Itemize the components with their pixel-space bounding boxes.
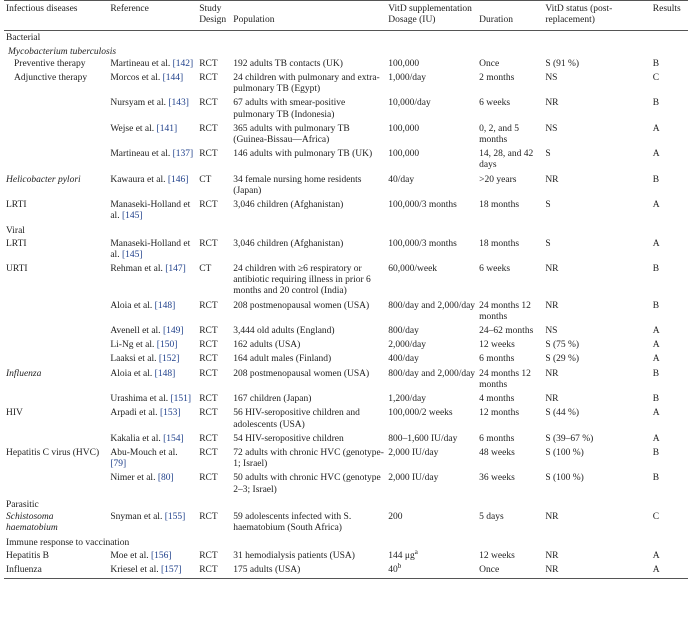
dosage-value: 1,000/day: [388, 73, 426, 84]
dosage-value: 2,000 IU/day: [388, 447, 439, 458]
duration-cell: 5 days: [479, 511, 504, 522]
status-cell: S (29 %): [545, 354, 580, 365]
header-disease: Infectious diseases: [4, 1, 108, 16]
population-cell: 31 hemodialysis patients (USA): [233, 550, 355, 561]
status-cell: NS: [545, 326, 558, 337]
dosage-cell: [386, 511, 477, 536]
disease-cell: [4, 339, 108, 353]
section-label: Viral: [6, 226, 25, 237]
design-cell: RCT: [199, 433, 218, 444]
dosage-cell: [386, 300, 477, 325]
citation-link[interactable]: [157]: [161, 564, 182, 575]
reference-cell: [108, 238, 197, 263]
table-row: [4, 72, 688, 97]
disease-cell: LRTI: [6, 238, 27, 249]
citation-link[interactable]: [150]: [156, 340, 178, 351]
dosage-cell: [386, 325, 477, 339]
section-label: Immune response to vaccination: [6, 538, 130, 549]
dosage-cell: [386, 368, 477, 393]
header-vitd-status: VitD status (post-replacement): [543, 1, 650, 31]
duration-cell: 48 weeks: [479, 447, 515, 458]
duration-cell: 18 months: [479, 238, 520, 249]
status-cell: S: [545, 238, 551, 249]
population-cell: 208 postmenopausal women (USA): [233, 300, 370, 311]
population-cell: 34 female nursing home residents (Japan): [233, 174, 362, 196]
citation-link[interactable]: [80]: [157, 473, 174, 484]
duration-cell: 18 months: [479, 200, 520, 211]
status-cell: NS: [545, 73, 558, 84]
design-cell: RCT: [199, 58, 218, 69]
dosage-cell: [386, 148, 477, 173]
design-cell: RCT: [199, 354, 218, 365]
citation-link[interactable]: [142]: [172, 58, 194, 69]
dosage-value: 100,000: [388, 123, 420, 134]
population-cell: 56 HIV-seropositive children and adolescents (USA): [233, 408, 360, 430]
reference-cell: [108, 325, 197, 339]
duration-cell: 12 months: [479, 408, 520, 419]
reference-cell: [108, 148, 197, 173]
citation-link[interactable]: [147]: [165, 264, 186, 275]
dosage-cell: [386, 263, 477, 300]
population-cell: 3,444 old adults (England): [233, 326, 335, 337]
disease-cell: [4, 325, 108, 339]
disease-cell: [4, 353, 108, 367]
design-cell: RCT: [199, 368, 218, 379]
disease-cell: [4, 148, 108, 173]
reference-author: Rehman et al.: [110, 264, 166, 275]
duration-cell: 12 weeks: [479, 550, 515, 561]
reference-cell: [108, 550, 197, 564]
status-cell: S (100 %): [545, 473, 584, 484]
result-cell: A: [652, 200, 660, 211]
citation-link[interactable]: [151]: [170, 394, 192, 405]
reference-author: Kawaura et al.: [110, 174, 168, 185]
reference-author: Li-Ng et al.: [110, 340, 157, 351]
duration-cell: 24 months 12 months: [479, 300, 531, 322]
duration-cell: 6 months: [479, 433, 515, 444]
dosage-cell: [386, 238, 477, 263]
population-cell: 67 adults with smear-positive pulmonary TB (Indonesia): [233, 98, 346, 120]
dosage-cell: [386, 174, 477, 199]
result-cell: B: [652, 368, 660, 379]
section-label: Parasitic: [6, 499, 39, 510]
table-row: [4, 447, 688, 472]
dosage-value: 40/day: [388, 174, 415, 185]
design-cell: RCT: [199, 340, 218, 351]
table-row: [4, 97, 688, 122]
disease-cell: Influenza: [6, 368, 42, 379]
reference-cell: [108, 339, 197, 353]
population-cell: 192 adults TB contacts (UK): [233, 58, 343, 69]
design-cell: RCT: [199, 123, 218, 134]
reference-author: Aloia et al.: [110, 368, 155, 379]
status-cell: NR: [545, 368, 559, 379]
design-cell: RCT: [199, 394, 218, 405]
header-row-1: [4, 1, 688, 16]
header-duration: Duration: [477, 15, 543, 31]
reference-author: Moe et al.: [110, 550, 151, 561]
design-cell: RCT: [199, 473, 218, 484]
dosage-value: 2,000/day: [388, 340, 426, 351]
reference-cell: [108, 393, 197, 407]
duration-cell: 2 months: [479, 73, 515, 84]
design-cell: RCT: [199, 98, 218, 109]
table-row: [4, 123, 688, 148]
dosage-value: 40: [388, 564, 398, 575]
citation-link[interactable]: [137]: [172, 149, 194, 160]
reference-cell: [108, 263, 197, 300]
result-cell: A: [652, 433, 660, 444]
result-cell: A: [652, 238, 660, 249]
vitd-trials-table: [4, 0, 688, 579]
disease-cell: URTI: [6, 264, 28, 275]
result-cell: B: [652, 394, 660, 405]
status-cell: NS: [545, 123, 558, 134]
reference-cell: [108, 472, 197, 497]
table-row: [4, 339, 688, 353]
duration-cell: Once: [477, 564, 543, 579]
duration-cell: 0, 2, and 5 months: [479, 123, 520, 146]
design-cell: RCT: [199, 149, 218, 160]
disease-cell: Helicobacter pylori: [6, 174, 81, 185]
dosage-value: 800/day and 2,000/day: [388, 300, 476, 311]
table-row: [4, 174, 688, 199]
status-cell: NR: [545, 511, 559, 522]
reference-author: Nimer et al.: [110, 473, 158, 484]
dosage-cell: [386, 472, 477, 497]
status-cell: NR: [545, 300, 559, 311]
duration-cell: 12 weeks: [479, 340, 515, 351]
citation-link[interactable]: [148]: [154, 300, 176, 311]
disease-cell: Hepatitis C virus (HVC): [6, 447, 100, 458]
design-cell: RCT: [199, 511, 218, 522]
reference-author: Martineau et al.: [110, 58, 173, 69]
dosage-cell: [386, 353, 477, 367]
dosage-cell: [386, 97, 477, 122]
citation-link[interactable]: [79]: [110, 459, 127, 470]
reference-cell: [108, 300, 197, 325]
population-cell: 24 children with ≥6 respiratory or antibiotic requiring illness in prior 6 months and 20 control (India): [233, 264, 371, 297]
disease-cell: HIV: [6, 408, 23, 419]
population-cell: 146 adults with pulmonary TB (UK): [233, 149, 373, 160]
design-cell: RCT: [199, 200, 218, 211]
section-row: [4, 31, 688, 45]
header-reference: Reference: [108, 1, 197, 16]
result-cell: A: [652, 340, 660, 351]
status-cell: S (100 %): [545, 447, 584, 458]
citation-link[interactable]: [156]: [150, 550, 172, 561]
reference-cell: [108, 174, 197, 199]
table-row: [4, 199, 688, 224]
reference-cell: [108, 353, 197, 367]
citation-link[interactable]: [145]: [121, 249, 143, 260]
result-cell: B: [652, 447, 660, 458]
result-cell: B: [652, 300, 660, 311]
subsection-row: [4, 45, 688, 58]
dosage-value: 60,000/week: [388, 264, 438, 275]
result-cell: A: [652, 550, 660, 561]
result-cell: A: [652, 149, 660, 160]
reference-cell: [108, 447, 197, 472]
population-cell: 54 HIV-seropositive children: [233, 433, 344, 444]
status-cell: NR: [543, 564, 650, 579]
dosage-cell: [386, 561, 477, 579]
citation-link[interactable]: [144]: [162, 73, 184, 84]
disease-cell: [4, 393, 108, 407]
reference-cell: [108, 58, 197, 72]
header-population: Population: [231, 15, 386, 31]
reference-author: Manaseki-Holland et al.: [110, 200, 191, 222]
dosage-value: 100,000: [388, 58, 420, 69]
dosage-value: 144 μg: [388, 550, 415, 561]
population-cell: 50 adults with chronic HVC (genotype 2–3; Israel): [233, 473, 381, 495]
dosage-cell: [386, 393, 477, 407]
status-cell: NR: [545, 174, 559, 185]
reference-author: Avenell et al.: [110, 326, 163, 337]
reference-author: Morcos et al.: [110, 73, 163, 84]
population-cell: 3,046 children (Afghanistan): [233, 238, 344, 249]
design-cell: RCT: [199, 238, 218, 249]
section-label: Bacterial: [6, 33, 41, 44]
section-row: [4, 224, 688, 237]
result-cell: B: [652, 473, 660, 484]
duration-cell: 24 months 12 months: [479, 368, 531, 390]
reference-author: Nursyam et al.: [110, 98, 169, 109]
table-row: [4, 368, 688, 393]
citation-link[interactable]: [146]: [167, 174, 189, 185]
result-cell: A: [652, 326, 660, 337]
reference-author: Kriesel et al.: [110, 564, 161, 575]
duration-cell: 14, 28, and 42 days: [479, 149, 534, 171]
dosage-value: 1,200/day: [388, 394, 426, 405]
population-cell: 24 children with pulmonary and extra-pulmonary TB (Egypt): [233, 73, 380, 95]
dosage-value: 800/day: [388, 326, 419, 337]
design-cell: RCT: [199, 73, 218, 84]
design-cell: CT: [199, 174, 212, 185]
table-row: [4, 550, 688, 564]
design-cell: CT: [199, 264, 212, 275]
reference-author: Arpadi et al.: [110, 408, 160, 419]
duration-cell: 6 months: [479, 354, 515, 365]
dosage-cell: [386, 433, 477, 447]
dosage-value: 100,000: [388, 149, 420, 160]
disease-cell: [4, 97, 108, 122]
design-cell: RCT: [199, 300, 218, 311]
duration-cell: 36 weeks: [479, 473, 515, 484]
duration-cell: >20 years: [479, 174, 517, 185]
dosage-value: 800–1,600 IU/day: [388, 433, 458, 444]
status-cell: S: [545, 200, 551, 211]
reference-author: Aloia et al.: [110, 300, 155, 311]
citation-link[interactable]: [149]: [162, 326, 184, 337]
population-cell: 3,046 children (Afghanistan): [233, 200, 344, 211]
disease-cell: Adjunctive therapy: [14, 73, 88, 84]
result-cell: B: [652, 98, 660, 109]
dosage-cell: [386, 339, 477, 353]
table-row: [4, 393, 688, 407]
dosage-cell: [386, 123, 477, 148]
citation-link[interactable]: [145]: [121, 211, 143, 222]
population-cell: 164 adult males (Finland): [233, 354, 332, 365]
duration-cell: 24–62 months: [479, 326, 534, 337]
reference-author: Kakalia et al.: [110, 433, 164, 444]
disease-cell: Hepatitis B: [6, 550, 50, 561]
population-cell: 167 children (Japan): [233, 394, 312, 405]
dosage-cell: [386, 447, 477, 472]
reference-cell: [108, 97, 197, 122]
dosage-cell: [386, 407, 477, 432]
result-cell: C: [652, 73, 660, 84]
reference-cell: [108, 199, 197, 224]
disease-cell: Preventive therapy: [14, 58, 86, 69]
result-cell: B: [652, 174, 660, 185]
dosage-value: 100,000/3 months: [388, 200, 457, 211]
population-cell: 365 adults with pulmonary TB (Guinea-Bissau—Africa): [233, 123, 350, 146]
header-results: Results: [651, 1, 688, 16]
dosage-cell: [386, 58, 477, 72]
table-row: [4, 564, 688, 579]
reference-author: Wejse et al.: [110, 123, 157, 134]
reference-author: Abu-Mouch et al.: [110, 447, 178, 458]
result-cell: A: [651, 564, 688, 579]
dosage-cell: [386, 72, 477, 97]
dosage-footnote-mark: b: [397, 561, 402, 570]
design-cell: RCT: [199, 550, 218, 561]
dosage-value: 200: [388, 511, 403, 522]
status-cell: S (75 %): [545, 340, 580, 351]
reference-cell: [108, 564, 197, 579]
citation-link[interactable]: [152]: [158, 354, 180, 365]
header-vitd-supplementation: VitD supplementation: [386, 1, 543, 16]
citation-link[interactable]: [154]: [163, 433, 184, 444]
result-cell: A: [652, 354, 660, 365]
table-row: [4, 325, 688, 339]
reference-cell: [108, 407, 197, 432]
reference-author: Manaseki-Holland et al.: [110, 238, 191, 260]
duration-cell: 6 weeks: [479, 98, 511, 109]
subsection-label: Mycobacterium tuberculosis: [8, 46, 117, 57]
status-cell: NR: [545, 394, 559, 405]
reference-cell: [108, 72, 197, 97]
disease-cell: [4, 433, 108, 447]
disease-cell: [4, 300, 108, 325]
population-cell: 59 adolescents infected with S. haematobium (South Africa): [233, 511, 352, 534]
reference-author: Urashima et al.: [110, 394, 171, 405]
table-row: [4, 407, 688, 432]
result-cell: A: [652, 123, 660, 134]
status-cell: NR: [545, 264, 559, 275]
reference-cell: [108, 123, 197, 148]
design-cell: RCT: [199, 408, 218, 419]
dosage-footnote-mark: a: [414, 547, 418, 556]
status-cell: S (44 %): [545, 408, 580, 419]
disease-cell: [4, 123, 108, 148]
dosage-value: 100,000/3 months: [388, 238, 457, 249]
table-row: [4, 433, 688, 447]
table-row: [4, 472, 688, 497]
result-cell: B: [652, 264, 660, 275]
status-cell: NR: [545, 550, 559, 561]
population-cell: 162 adults (USA): [233, 340, 301, 351]
table-row: [4, 511, 688, 536]
status-cell: NR: [545, 98, 559, 109]
header-study: Study: [197, 1, 386, 16]
reference-author: Snyman et al.: [110, 511, 165, 522]
header-dosage: Dosage (IU): [386, 15, 477, 31]
dosage-value: 2,000 IU/day: [388, 473, 439, 484]
duration-cell: 6 weeks: [479, 264, 511, 275]
citation-link[interactable]: [153]: [159, 408, 181, 419]
reference-author: Martineau et al.: [110, 149, 173, 160]
disease-cell: [4, 472, 108, 497]
citation-link[interactable]: [143]: [168, 98, 189, 109]
table-row: [4, 353, 688, 367]
design-cell: RCT: [199, 447, 218, 458]
table-row: [4, 263, 688, 300]
reference-cell: [108, 433, 197, 447]
status-cell: S (91 %): [545, 58, 580, 69]
population-cell: 175 adults (USA): [231, 564, 386, 579]
dosage-value: 100,000/2 weeks: [388, 408, 453, 419]
table-row: [4, 238, 688, 263]
disease-cell: LRTI: [6, 200, 27, 211]
design-cell: RCT: [197, 564, 231, 579]
table-row: [4, 148, 688, 173]
table-row: [4, 300, 688, 325]
citation-link[interactable]: [155]: [164, 511, 186, 522]
disease-cell: Influenza: [4, 564, 108, 579]
section-row: [4, 536, 688, 549]
design-cell: RCT: [199, 326, 218, 337]
result-cell: C: [652, 511, 660, 522]
dosage-value: 400/day: [388, 354, 419, 365]
reference-author: Laaksi et al.: [110, 354, 159, 365]
duration-cell: Once: [479, 58, 500, 69]
section-row: [4, 498, 688, 511]
reference-cell: [108, 511, 197, 536]
status-cell: S: [545, 149, 551, 160]
table-row: [4, 58, 688, 72]
status-cell: S (39–67 %): [545, 433, 594, 444]
citation-link[interactable]: [148]: [154, 368, 176, 379]
population-cell: 72 adults with chronic HVC (genotype-1; Israel): [233, 447, 384, 470]
header-design: Design: [197, 15, 231, 31]
dosage-value: 10,000/day: [388, 98, 431, 109]
result-cell: B: [652, 58, 660, 69]
disease-cell: Schistosoma haematobium: [6, 511, 58, 534]
population-cell: 208 postmenopausal women (USA): [233, 368, 370, 379]
reference-cell: [108, 368, 197, 393]
citation-link[interactable]: [141]: [156, 123, 178, 134]
dosage-value: 800/day and 2,000/day: [388, 368, 476, 379]
duration-cell: 4 months: [479, 394, 515, 405]
result-cell: A: [652, 408, 660, 419]
dosage-cell: [386, 199, 477, 224]
table-body: [4, 31, 688, 579]
